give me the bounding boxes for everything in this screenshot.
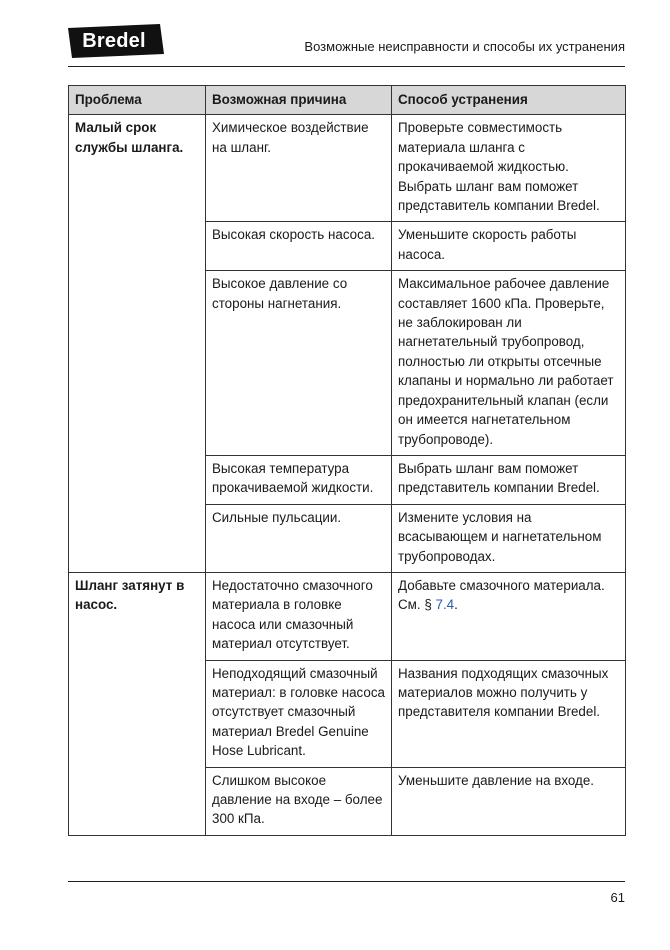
troubleshooting-table	[68, 85, 626, 836]
remedy-cell	[392, 572, 626, 660]
problem-cell: Малый срок службы шланга.	[69, 115, 206, 573]
table-row	[69, 115, 626, 222]
cause-cell: Химическое воздействие на шланг.	[206, 115, 392, 222]
remedy-cell: Выбрать шланг вам поможет представитель компании Bredel.	[392, 455, 626, 504]
cause-cell: Высокая температура прокачиваемой жидкости.	[206, 455, 392, 504]
table-row	[69, 572, 626, 660]
remedy-cell: Уменьшите давление на входе.	[392, 767, 626, 835]
cause-cell: Высокое давление со стороны нагнетания.	[206, 271, 392, 456]
cause-cell: Неподходящий смазочный материал: в головке насоса отсутствует смазочный материал Bredel Genuine Hose Lubricant.	[206, 660, 392, 767]
remedy-cell: Названия подходящих смазочных материалов можно получить у представителя компании Bredel.	[392, 660, 626, 767]
cause-cell: Недостаточно смазочного материала в головке насоса или смазочный материал отсутствует.	[206, 572, 392, 660]
remedy-cell: Уменьшите скорость работы насоса.	[392, 222, 626, 271]
page-number: 61	[610, 890, 625, 905]
header-problem: Проблема	[69, 86, 206, 115]
section-title: Возможные неисправности и способы их устранения	[304, 39, 625, 54]
problem-cell: Шланг затянут в насос.	[69, 572, 206, 835]
cause-cell: Слишком высокое давление на входе – более 300 кПа.	[206, 767, 392, 835]
remedy-suffix: .	[454, 597, 458, 613]
footer-divider	[68, 881, 625, 882]
section-link[interactable]: 7.4	[435, 597, 455, 613]
remedy-cell: Максимальное рабочее давление составляет 1600 кПа. Проверьте, не заблокирован ли нагнетательный трубопровод, полностью ли открыты отсечные клапаны и нормально ли работает предохранительный клапан (если он имеется нагнетательном трубопроводе).	[392, 271, 626, 456]
cause-cell: Сильные пульсации.	[206, 504, 392, 572]
remedy-cell: Проверьте совместимость материала шланга с прокачиваемой жидкостью. Выбрать шланг вам поможет представитель компании Bredel.	[392, 115, 626, 222]
remedy-cell: Измените условия на всасывающем и нагнетательном трубопроводах.	[392, 504, 626, 572]
header-cause: Возможная причина	[206, 86, 392, 115]
brand-logo	[68, 24, 164, 58]
remedy-text: Добавьте смазочного материала. См. §	[398, 577, 605, 613]
cause-cell: Высокая скорость насоса.	[206, 222, 392, 271]
header-divider	[68, 66, 625, 67]
header-remedy: Способ устранения	[392, 86, 626, 115]
brand-name: Bredel	[82, 30, 146, 52]
table-header-row	[69, 86, 626, 115]
